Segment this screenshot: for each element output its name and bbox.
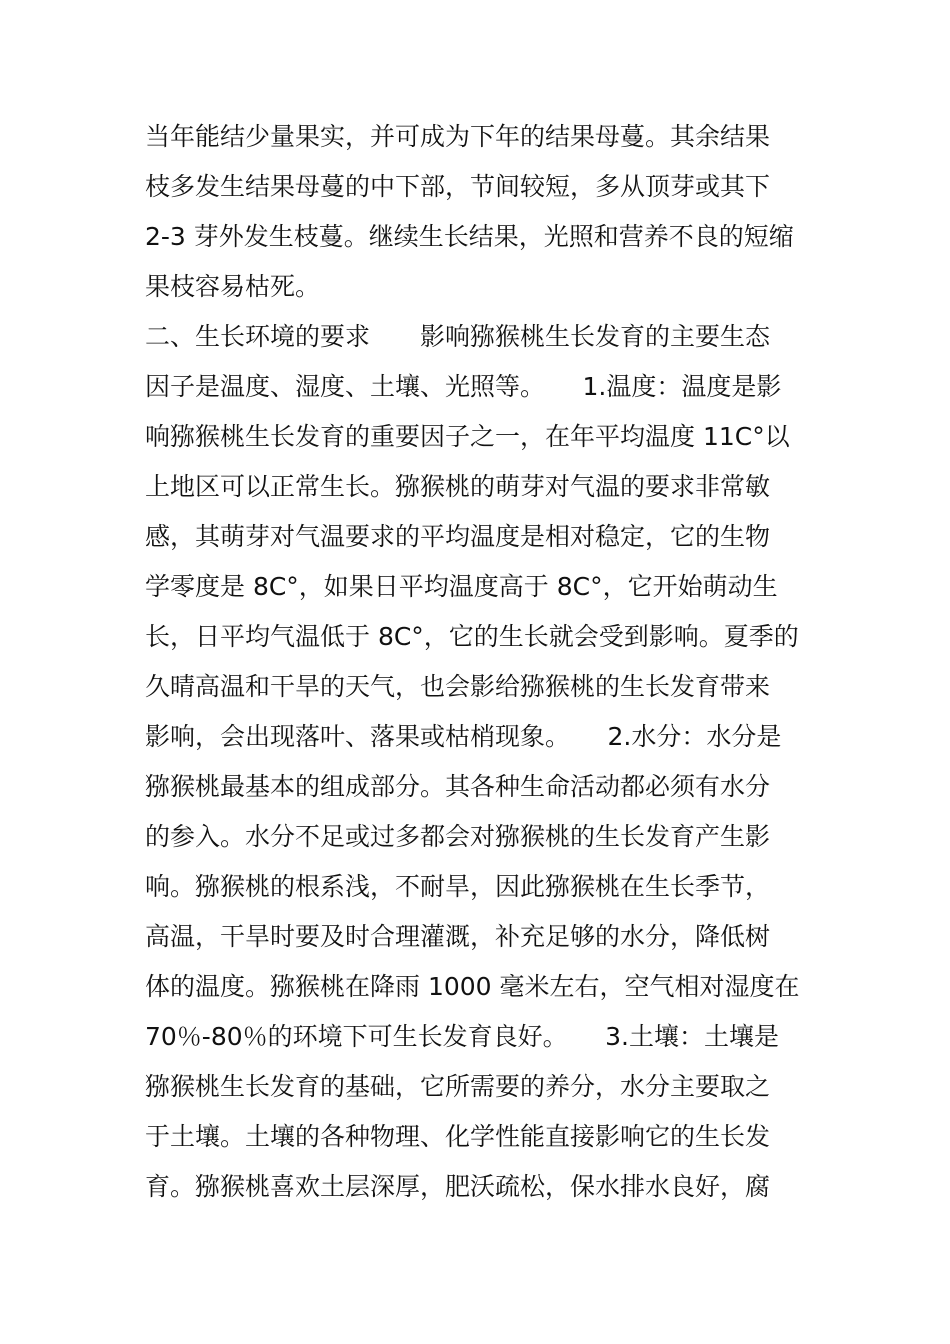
text-line: 70％-80％的环境下可生长发育良好。 3.土壤：土壤是 <box>145 1022 779 1051</box>
text-line: 枝多发生结果母蔓的中下部，节间较短，多从顶芽或其下 <box>145 172 771 201</box>
text-line: 猕猴桃生长发育的基础，它所需要的养分，水分主要取之 <box>145 1072 771 1101</box>
text-line: 高温，干旱时要及时合理灌溉，补充足够的水分，降低树 <box>145 922 771 951</box>
text-line: 响。猕猴桃的根系浅，不耐旱，因此猕猴桃在生长季节， <box>145 872 771 901</box>
text-line: 响猕猴桃生长发育的重要因子之一，在年平均温度 11C°以 <box>145 422 790 451</box>
text-line: 影响，会出现落叶、落果或枯梢现象。 2.水分：水分是 <box>145 722 782 751</box>
text-line: 果枝容易枯死。 <box>145 272 321 301</box>
text-line: 长，日平均气温低于 8C°，它的生长就会受到影响。夏季的 <box>145 622 799 651</box>
section-heading-line: 二、生长环境的要求 影响猕猴桃生长发育的主要生态 <box>145 322 771 351</box>
text-line: 猕猴桃最基本的组成部分。其各种生命活动都必须有水分 <box>145 772 771 801</box>
text-line: 于土壤。土壤的各种物理、化学性能直接影响它的生长发 <box>145 1122 771 1151</box>
text-line: 因子是温度、湿度、土壤、光照等。 1.温度：温度是影 <box>145 372 782 401</box>
text-line: 感，其萌芽对气温要求的平均温度是相对稳定，它的生物 <box>145 522 771 551</box>
text-line: 学零度是 8C°，如果日平均温度高于 8C°，它开始萌动生 <box>145 572 778 601</box>
body-text <box>145 112 815 1212</box>
text-line: 上地区可以正常生长。猕猴桃的萌芽对气温的要求非常敏 <box>145 472 771 501</box>
text-line: 2-3 芽外发生枝蔓。继续生长结果，光照和营养不良的短缩 <box>145 222 794 251</box>
text-line: 的参入。水分不足或过多都会对猕猴桃的生长发育产生影 <box>145 822 771 851</box>
text-line: 育。猕猴桃喜欢土层深厚，肥沃疏松，保水排水良好，腐 <box>145 1172 771 1201</box>
text-line: 当年能结少量果实，并可成为下年的结果母蔓。其余结果 <box>145 122 771 151</box>
text-line: 体的温度。猕猴桃在降雨 1000 毫米左右，空气相对湿度在 <box>145 972 800 1001</box>
text-line: 久晴高温和干旱的天气，也会影给猕猴桃的生长发育带来 <box>145 672 771 701</box>
